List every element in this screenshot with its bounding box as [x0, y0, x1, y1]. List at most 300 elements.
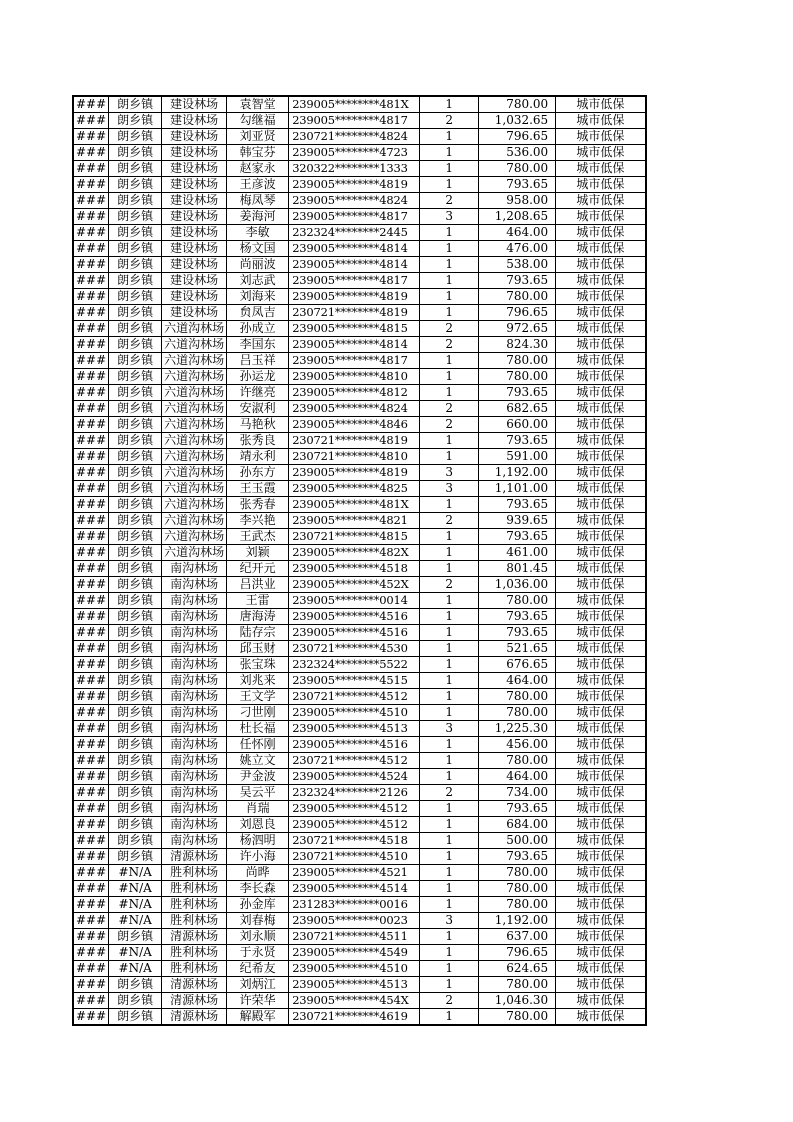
row-index-cell[interactable]: ### [73, 657, 109, 673]
id-number-cell[interactable]: 230721********4511 [289, 929, 420, 945]
amount-cell[interactable]: 1,192.00 [479, 465, 556, 481]
household-count-cell[interactable]: 1 [420, 737, 479, 753]
row-index-cell[interactable]: ### [73, 785, 109, 801]
amount-cell[interactable]: 780.00 [479, 865, 556, 881]
town-cell[interactable]: 朗乡镇 [109, 689, 162, 705]
household-count-cell[interactable]: 2 [420, 321, 479, 337]
row-index-cell[interactable]: ### [73, 593, 109, 609]
amount-cell[interactable]: 793.65 [479, 609, 556, 625]
amount-cell[interactable]: 461.00 [479, 545, 556, 561]
amount-cell[interactable]: 780.00 [479, 353, 556, 369]
id-number-cell[interactable]: 239005********4723 [289, 145, 420, 161]
amount-cell[interactable]: 972.65 [479, 321, 556, 337]
category-cell[interactable]: 城市低保 [556, 273, 646, 289]
household-count-cell[interactable]: 2 [420, 401, 479, 417]
name-cell[interactable]: 赵家永 [227, 161, 289, 177]
household-count-cell[interactable]: 1 [420, 769, 479, 785]
town-cell[interactable]: 朗乡镇 [109, 465, 162, 481]
id-number-cell[interactable]: 232324********5522 [289, 657, 420, 673]
town-cell[interactable]: 朗乡镇 [109, 145, 162, 161]
farm-cell[interactable]: 南沟林场 [162, 689, 227, 705]
category-cell[interactable]: 城市低保 [556, 177, 646, 193]
category-cell[interactable]: 城市低保 [556, 385, 646, 401]
amount-cell[interactable]: 1,101.00 [479, 481, 556, 497]
category-cell[interactable]: 城市低保 [556, 145, 646, 161]
household-count-cell[interactable]: 3 [420, 913, 479, 929]
amount-cell[interactable]: 793.65 [479, 849, 556, 865]
town-cell[interactable]: 朗乡镇 [109, 833, 162, 849]
farm-cell[interactable]: 六道沟林场 [162, 513, 227, 529]
category-cell[interactable]: 城市低保 [556, 465, 646, 481]
town-cell[interactable]: 朗乡镇 [109, 641, 162, 657]
name-cell[interactable]: 姜海河 [227, 209, 289, 225]
id-number-cell[interactable]: 239005********4817 [289, 209, 420, 225]
town-cell[interactable]: 朗乡镇 [109, 385, 162, 401]
category-cell[interactable]: 城市低保 [556, 593, 646, 609]
household-count-cell[interactable]: 1 [420, 545, 479, 561]
farm-cell[interactable]: 胜利林场 [162, 945, 227, 961]
name-cell[interactable]: 杨文国 [227, 241, 289, 257]
id-number-cell[interactable]: 239005********4814 [289, 257, 420, 273]
amount-cell[interactable]: 780.00 [479, 689, 556, 705]
category-cell[interactable]: 城市低保 [556, 561, 646, 577]
id-number-cell[interactable]: 239005********481X [289, 96, 420, 113]
household-count-cell[interactable]: 1 [420, 593, 479, 609]
household-count-cell[interactable]: 1 [420, 241, 479, 257]
farm-cell[interactable]: 建设林场 [162, 193, 227, 209]
farm-cell[interactable]: 南沟林场 [162, 609, 227, 625]
category-cell[interactable]: 城市低保 [556, 433, 646, 449]
farm-cell[interactable]: 六道沟林场 [162, 369, 227, 385]
town-cell[interactable]: 朗乡镇 [109, 193, 162, 209]
farm-cell[interactable]: 六道沟林场 [162, 401, 227, 417]
name-cell[interactable]: 姚立文 [227, 753, 289, 769]
town-cell[interactable]: 朗乡镇 [109, 225, 162, 241]
town-cell[interactable]: 朗乡镇 [109, 993, 162, 1009]
town-cell[interactable]: 朗乡镇 [109, 497, 162, 513]
name-cell[interactable]: 李敏 [227, 225, 289, 241]
name-cell[interactable]: 马艳秋 [227, 417, 289, 433]
category-cell[interactable]: 城市低保 [556, 609, 646, 625]
household-count-cell[interactable]: 1 [420, 449, 479, 465]
id-number-cell[interactable]: 239005********482X [289, 545, 420, 561]
id-number-cell[interactable]: 230721********4819 [289, 433, 420, 449]
category-cell[interactable]: 城市低保 [556, 305, 646, 321]
household-count-cell[interactable]: 1 [420, 433, 479, 449]
row-index-cell[interactable]: ### [73, 289, 109, 305]
name-cell[interactable]: 于永贤 [227, 945, 289, 961]
name-cell[interactable]: 吕玉祥 [227, 353, 289, 369]
farm-cell[interactable]: 六道沟林场 [162, 545, 227, 561]
town-cell[interactable]: 朗乡镇 [109, 129, 162, 145]
amount-cell[interactable]: 624.65 [479, 961, 556, 977]
town-cell[interactable]: 朗乡镇 [109, 609, 162, 625]
id-number-cell[interactable]: 239005********4819 [289, 289, 420, 305]
town-cell[interactable]: 朗乡镇 [109, 593, 162, 609]
id-number-cell[interactable]: 239005********4513 [289, 721, 420, 737]
category-cell[interactable]: 城市低保 [556, 881, 646, 897]
category-cell[interactable]: 城市低保 [556, 769, 646, 785]
amount-cell[interactable]: 1,208.65 [479, 209, 556, 225]
household-count-cell[interactable]: 1 [420, 145, 479, 161]
name-cell[interactable]: 梅凤琴 [227, 193, 289, 209]
amount-cell[interactable]: 793.65 [479, 529, 556, 545]
town-cell[interactable]: 朗乡镇 [109, 801, 162, 817]
household-count-cell[interactable]: 1 [420, 273, 479, 289]
name-cell[interactable]: 杜长福 [227, 721, 289, 737]
farm-cell[interactable]: 南沟林场 [162, 705, 227, 721]
amount-cell[interactable]: 1,046.30 [479, 993, 556, 1009]
row-index-cell[interactable]: ### [73, 1009, 109, 1026]
household-count-cell[interactable]: 1 [420, 561, 479, 577]
name-cell[interactable]: 刘颖 [227, 545, 289, 561]
category-cell[interactable]: 城市低保 [556, 129, 646, 145]
row-index-cell[interactable]: ### [73, 753, 109, 769]
farm-cell[interactable]: 建设林场 [162, 273, 227, 289]
name-cell[interactable]: 张秀良 [227, 433, 289, 449]
farm-cell[interactable]: 南沟林场 [162, 801, 227, 817]
farm-cell[interactable]: 六道沟林场 [162, 529, 227, 545]
category-cell[interactable]: 城市低保 [556, 225, 646, 241]
town-cell[interactable]: 朗乡镇 [109, 369, 162, 385]
farm-cell[interactable]: 南沟林场 [162, 737, 227, 753]
name-cell[interactable]: 王雷 [227, 593, 289, 609]
row-index-cell[interactable]: ### [73, 209, 109, 225]
household-count-cell[interactable]: 1 [420, 625, 479, 641]
farm-cell[interactable]: 胜利林场 [162, 913, 227, 929]
id-number-cell[interactable]: 239005********4815 [289, 321, 420, 337]
farm-cell[interactable]: 建设林场 [162, 96, 227, 113]
town-cell[interactable]: #N/A [109, 881, 162, 897]
id-number-cell[interactable]: 239005********4817 [289, 353, 420, 369]
town-cell[interactable]: 朗乡镇 [109, 337, 162, 353]
name-cell[interactable]: 王玉霞 [227, 481, 289, 497]
amount-cell[interactable]: 676.65 [479, 657, 556, 673]
name-cell[interactable]: 刘炳江 [227, 977, 289, 993]
row-index-cell[interactable]: ### [73, 545, 109, 561]
row-index-cell[interactable]: ### [73, 721, 109, 737]
row-index-cell[interactable]: ### [73, 433, 109, 449]
name-cell[interactable]: 刘兆来 [227, 673, 289, 689]
amount-cell[interactable]: 796.65 [479, 305, 556, 321]
town-cell[interactable]: 朗乡镇 [109, 753, 162, 769]
row-index-cell[interactable]: ### [73, 609, 109, 625]
name-cell[interactable]: 陆存宗 [227, 625, 289, 641]
household-count-cell[interactable]: 1 [420, 673, 479, 689]
row-index-cell[interactable]: ### [73, 689, 109, 705]
household-count-cell[interactable]: 1 [420, 96, 479, 113]
amount-cell[interactable]: 591.00 [479, 449, 556, 465]
name-cell[interactable]: 解殿军 [227, 1009, 289, 1026]
name-cell[interactable]: 李长森 [227, 881, 289, 897]
row-index-cell[interactable]: ### [73, 529, 109, 545]
name-cell[interactable]: 勾继福 [227, 113, 289, 129]
household-count-cell[interactable]: 1 [420, 945, 479, 961]
id-number-cell[interactable]: 239005********4521 [289, 865, 420, 881]
farm-cell[interactable]: 南沟林场 [162, 817, 227, 833]
name-cell[interactable]: 刘永顺 [227, 929, 289, 945]
household-count-cell[interactable]: 2 [420, 993, 479, 1009]
household-count-cell[interactable]: 2 [420, 785, 479, 801]
row-index-cell[interactable]: ### [73, 241, 109, 257]
id-number-cell[interactable]: 239005********4817 [289, 273, 420, 289]
town-cell[interactable]: 朗乡镇 [109, 737, 162, 753]
amount-cell[interactable]: 780.00 [479, 289, 556, 305]
name-cell[interactable]: 张宝珠 [227, 657, 289, 673]
id-number-cell[interactable]: 239005********4512 [289, 801, 420, 817]
household-count-cell[interactable]: 1 [420, 801, 479, 817]
category-cell[interactable]: 城市低保 [556, 577, 646, 593]
row-index-cell[interactable]: ### [73, 897, 109, 913]
name-cell[interactable]: 肖瑞 [227, 801, 289, 817]
farm-cell[interactable]: 南沟林场 [162, 721, 227, 737]
category-cell[interactable]: 城市低保 [556, 497, 646, 513]
household-count-cell[interactable]: 1 [420, 833, 479, 849]
amount-cell[interactable]: 793.65 [479, 801, 556, 817]
row-index-cell[interactable]: ### [73, 193, 109, 209]
amount-cell[interactable]: 476.00 [479, 241, 556, 257]
name-cell[interactable]: 安淑利 [227, 401, 289, 417]
id-number-cell[interactable]: 239005********4824 [289, 193, 420, 209]
amount-cell[interactable]: 780.00 [479, 369, 556, 385]
town-cell[interactable]: #N/A [109, 865, 162, 881]
row-index-cell[interactable]: ### [73, 417, 109, 433]
town-cell[interactable]: 朗乡镇 [109, 353, 162, 369]
name-cell[interactable]: 李国东 [227, 337, 289, 353]
row-index-cell[interactable]: ### [73, 225, 109, 241]
town-cell[interactable]: #N/A [109, 945, 162, 961]
name-cell[interactable]: 许继亮 [227, 385, 289, 401]
row-index-cell[interactable]: ### [73, 385, 109, 401]
id-number-cell[interactable]: 239005********4510 [289, 705, 420, 721]
amount-cell[interactable]: 939.65 [479, 513, 556, 529]
name-cell[interactable]: 孙东方 [227, 465, 289, 481]
town-cell[interactable]: 朗乡镇 [109, 561, 162, 577]
row-index-cell[interactable]: ### [73, 977, 109, 993]
farm-cell[interactable]: 六道沟林场 [162, 465, 227, 481]
row-index-cell[interactable]: ### [73, 145, 109, 161]
category-cell[interactable]: 城市低保 [556, 1009, 646, 1026]
household-count-cell[interactable]: 1 [420, 641, 479, 657]
amount-cell[interactable]: 1,192.00 [479, 913, 556, 929]
household-count-cell[interactable]: 2 [420, 513, 479, 529]
name-cell[interactable]: 贠凤吉 [227, 305, 289, 321]
farm-cell[interactable]: 建设林场 [162, 145, 227, 161]
id-number-cell[interactable]: 320322********1333 [289, 161, 420, 177]
name-cell[interactable]: 刁世刚 [227, 705, 289, 721]
town-cell[interactable]: 朗乡镇 [109, 657, 162, 673]
town-cell[interactable]: 朗乡镇 [109, 241, 162, 257]
town-cell[interactable]: #N/A [109, 913, 162, 929]
amount-cell[interactable]: 538.00 [479, 257, 556, 273]
farm-cell[interactable]: 胜利林场 [162, 881, 227, 897]
farm-cell[interactable]: 建设林场 [162, 289, 227, 305]
row-index-cell[interactable]: ### [73, 96, 109, 113]
amount-cell[interactable]: 793.65 [479, 177, 556, 193]
town-cell[interactable]: 朗乡镇 [109, 161, 162, 177]
name-cell[interactable]: 袁智堂 [227, 96, 289, 113]
amount-cell[interactable]: 793.65 [479, 497, 556, 513]
town-cell[interactable]: 朗乡镇 [109, 721, 162, 737]
category-cell[interactable]: 城市低保 [556, 673, 646, 689]
household-count-cell[interactable]: 1 [420, 689, 479, 705]
row-index-cell[interactable]: ### [73, 561, 109, 577]
category-cell[interactable]: 城市低保 [556, 913, 646, 929]
id-number-cell[interactable]: 230721********4810 [289, 449, 420, 465]
id-number-cell[interactable]: 239005********0014 [289, 593, 420, 609]
amount-cell[interactable]: 660.00 [479, 417, 556, 433]
name-cell[interactable]: 刘海来 [227, 289, 289, 305]
amount-cell[interactable]: 682.65 [479, 401, 556, 417]
row-index-cell[interactable]: ### [73, 257, 109, 273]
id-number-cell[interactable]: 239005********4819 [289, 177, 420, 193]
category-cell[interactable]: 城市低保 [556, 513, 646, 529]
household-count-cell[interactable]: 1 [420, 497, 479, 513]
category-cell[interactable]: 城市低保 [556, 801, 646, 817]
name-cell[interactable]: 刘亚贤 [227, 129, 289, 145]
category-cell[interactable]: 城市低保 [556, 817, 646, 833]
household-count-cell[interactable]: 3 [420, 481, 479, 497]
id-number-cell[interactable]: 239005********4524 [289, 769, 420, 785]
farm-cell[interactable]: 清源林场 [162, 977, 227, 993]
id-number-cell[interactable]: 239005********4814 [289, 241, 420, 257]
farm-cell[interactable]: 南沟林场 [162, 769, 227, 785]
farm-cell[interactable]: 清源林场 [162, 1009, 227, 1026]
row-index-cell[interactable]: ### [73, 129, 109, 145]
row-index-cell[interactable]: ### [73, 993, 109, 1009]
id-number-cell[interactable]: 239005********4515 [289, 673, 420, 689]
farm-cell[interactable]: 南沟林场 [162, 641, 227, 657]
id-number-cell[interactable]: 232324********2445 [289, 225, 420, 241]
farm-cell[interactable]: 六道沟林场 [162, 433, 227, 449]
household-count-cell[interactable]: 1 [420, 865, 479, 881]
household-count-cell[interactable]: 3 [420, 209, 479, 225]
id-number-cell[interactable]: 239005********4824 [289, 401, 420, 417]
category-cell[interactable]: 城市低保 [556, 545, 646, 561]
farm-cell[interactable]: 胜利林场 [162, 865, 227, 881]
farm-cell[interactable]: 建设林场 [162, 113, 227, 129]
row-index-cell[interactable]: ### [73, 881, 109, 897]
farm-cell[interactable]: 六道沟林场 [162, 449, 227, 465]
amount-cell[interactable]: 780.00 [479, 96, 556, 113]
id-number-cell[interactable]: 230721********4815 [289, 529, 420, 545]
name-cell[interactable]: 任怀刚 [227, 737, 289, 753]
category-cell[interactable]: 城市低保 [556, 785, 646, 801]
id-number-cell[interactable]: 239005********4549 [289, 945, 420, 961]
amount-cell[interactable]: 637.00 [479, 929, 556, 945]
amount-cell[interactable]: 1,225.30 [479, 721, 556, 737]
town-cell[interactable]: #N/A [109, 961, 162, 977]
amount-cell[interactable]: 780.00 [479, 593, 556, 609]
row-index-cell[interactable]: ### [73, 737, 109, 753]
id-number-cell[interactable]: 239005********4516 [289, 625, 420, 641]
row-index-cell[interactable]: ### [73, 305, 109, 321]
name-cell[interactable]: 李兴艳 [227, 513, 289, 529]
farm-cell[interactable]: 建设林场 [162, 257, 227, 273]
farm-cell[interactable]: 六道沟林场 [162, 321, 227, 337]
id-number-cell[interactable]: 230721********4518 [289, 833, 420, 849]
town-cell[interactable]: 朗乡镇 [109, 273, 162, 289]
farm-cell[interactable]: 南沟林场 [162, 785, 227, 801]
row-index-cell[interactable]: ### [73, 849, 109, 865]
category-cell[interactable]: 城市低保 [556, 369, 646, 385]
household-count-cell[interactable]: 1 [420, 353, 479, 369]
amount-cell[interactable]: 536.00 [479, 145, 556, 161]
category-cell[interactable]: 城市低保 [556, 161, 646, 177]
town-cell[interactable]: 朗乡镇 [109, 209, 162, 225]
row-index-cell[interactable]: ### [73, 817, 109, 833]
farm-cell[interactable]: 建设林场 [162, 209, 227, 225]
household-count-cell[interactable]: 2 [420, 417, 479, 433]
category-cell[interactable]: 城市低保 [556, 113, 646, 129]
row-index-cell[interactable]: ### [73, 913, 109, 929]
amount-cell[interactable]: 500.00 [479, 833, 556, 849]
farm-cell[interactable]: 清源林场 [162, 849, 227, 865]
town-cell[interactable]: 朗乡镇 [109, 625, 162, 641]
name-cell[interactable]: 刘志武 [227, 273, 289, 289]
name-cell[interactable]: 尹金波 [227, 769, 289, 785]
household-count-cell[interactable]: 1 [420, 257, 479, 273]
id-number-cell[interactable]: 239005********4819 [289, 465, 420, 481]
farm-cell[interactable]: 胜利林场 [162, 897, 227, 913]
amount-cell[interactable]: 464.00 [479, 769, 556, 785]
row-index-cell[interactable]: ### [73, 401, 109, 417]
town-cell[interactable]: 朗乡镇 [109, 96, 162, 113]
category-cell[interactable]: 城市低保 [556, 849, 646, 865]
id-number-cell[interactable]: 239005********4512 [289, 817, 420, 833]
category-cell[interactable]: 城市低保 [556, 865, 646, 881]
amount-cell[interactable]: 793.65 [479, 433, 556, 449]
household-count-cell[interactable]: 3 [420, 465, 479, 481]
id-number-cell[interactable]: 239005********4518 [289, 561, 420, 577]
id-number-cell[interactable]: 239005********4516 [289, 609, 420, 625]
town-cell[interactable]: 朗乡镇 [109, 929, 162, 945]
farm-cell[interactable]: 建设林场 [162, 241, 227, 257]
name-cell[interactable]: 王武杰 [227, 529, 289, 545]
id-number-cell[interactable]: 239005********4817 [289, 113, 420, 129]
name-cell[interactable]: 韩宝芬 [227, 145, 289, 161]
category-cell[interactable]: 城市低保 [556, 737, 646, 753]
amount-cell[interactable]: 780.00 [479, 705, 556, 721]
row-index-cell[interactable]: ### [73, 769, 109, 785]
household-count-cell[interactable]: 1 [420, 977, 479, 993]
category-cell[interactable]: 城市低保 [556, 241, 646, 257]
farm-cell[interactable]: 南沟林场 [162, 561, 227, 577]
town-cell[interactable]: 朗乡镇 [109, 305, 162, 321]
name-cell[interactable]: 邱玉财 [227, 641, 289, 657]
category-cell[interactable]: 城市低保 [556, 961, 646, 977]
farm-cell[interactable]: 南沟林场 [162, 657, 227, 673]
row-index-cell[interactable]: ### [73, 801, 109, 817]
amount-cell[interactable]: 796.65 [479, 129, 556, 145]
household-count-cell[interactable]: 1 [420, 657, 479, 673]
amount-cell[interactable]: 456.00 [479, 737, 556, 753]
name-cell[interactable]: 张秀春 [227, 497, 289, 513]
category-cell[interactable]: 城市低保 [556, 625, 646, 641]
id-number-cell[interactable]: 230721********4530 [289, 641, 420, 657]
row-index-cell[interactable]: ### [73, 353, 109, 369]
name-cell[interactable]: 王文学 [227, 689, 289, 705]
town-cell[interactable]: 朗乡镇 [109, 257, 162, 273]
household-count-cell[interactable]: 2 [420, 113, 479, 129]
category-cell[interactable]: 城市低保 [556, 993, 646, 1009]
id-number-cell[interactable]: 231283********0016 [289, 897, 420, 913]
category-cell[interactable]: 城市低保 [556, 321, 646, 337]
household-count-cell[interactable]: 1 [420, 385, 479, 401]
id-number-cell[interactable]: 239005********4513 [289, 977, 420, 993]
name-cell[interactable]: 孙金库 [227, 897, 289, 913]
household-count-cell[interactable]: 1 [420, 129, 479, 145]
